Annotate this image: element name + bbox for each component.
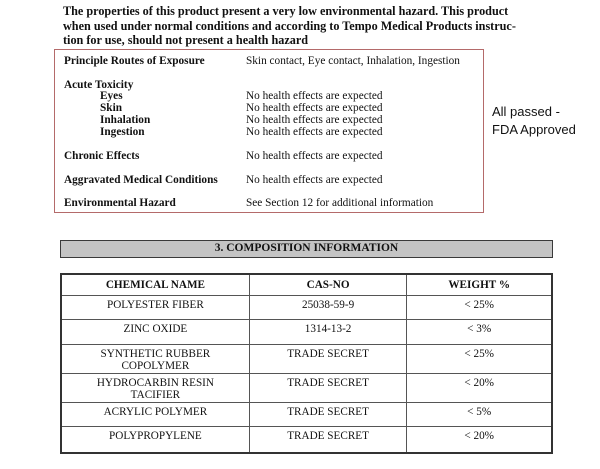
chemical-name: POLYESTER FIBER: [107, 299, 204, 311]
chemical-name-cell: [61, 427, 249, 453]
intro-line: when used under normal conditions and according to Tempo Medical Products instruc-: [63, 18, 516, 33]
chemical-name: HYDROCARBIN RESIN: [96, 377, 214, 389]
hazard-information-box: [54, 49, 484, 213]
weight-cell: < 3%: [407, 320, 552, 345]
acute-item-value: No health effects are expected: [246, 90, 383, 102]
acute-item-label: Ingestion: [100, 126, 145, 138]
chemical-name: POLYPROPYLENE: [109, 430, 202, 442]
section-title: 3. COMPOSITION INFORMATION: [60, 240, 553, 258]
chemical-name-cell: [61, 320, 249, 345]
environmental-hazard-value: See Section 12 for additional information: [246, 197, 434, 209]
acute-item-value: No health effects are expected: [246, 114, 383, 126]
cas-no-cell: TRADE SECRET: [249, 374, 407, 403]
table-row: [61, 296, 552, 320]
weight-cell: < 20%: [407, 374, 552, 403]
chemical-name: ZINC OXIDE: [123, 323, 188, 335]
aggravated-conditions-value: No health effects are expected: [246, 174, 383, 186]
approval-note-line: FDA Approved: [492, 122, 576, 137]
acute-item-label: Eyes: [100, 90, 123, 102]
chemical-name-cell: [61, 296, 249, 320]
approval-note: [492, 103, 576, 139]
table-row: [61, 427, 552, 453]
weight-cell: < 5%: [407, 403, 552, 427]
weight-cell: < 25%: [407, 296, 552, 320]
weight-cell: < 20%: [407, 427, 552, 453]
chemical-name: SYNTHETIC RUBBER: [100, 348, 211, 360]
intro-paragraph: [63, 4, 600, 48]
intro-line: The properties of this product present a very low environmental hazard. This product: [63, 4, 509, 18]
chemical-name: ACRYLIC POLYMER: [103, 406, 208, 418]
chemical-name-cell: [61, 345, 249, 374]
acute-item-label: Inhalation: [100, 114, 151, 126]
weight-cell: < 25%: [407, 345, 552, 374]
aggravated-conditions-label: Aggravated Medical Conditions: [64, 174, 218, 186]
table-row: [61, 345, 552, 374]
chemical-name-cell: [61, 374, 249, 403]
routes-label: Principle Routes of Exposure: [64, 55, 205, 67]
environmental-hazard-label: Environmental Hazard: [64, 197, 176, 209]
acute-item-value: No health effects are expected: [246, 102, 383, 114]
approval-note-line: All passed -: [492, 104, 560, 119]
table-header-row: [61, 274, 552, 296]
table-row: [61, 403, 552, 427]
cas-no-cell: TRADE SECRET: [249, 427, 407, 453]
acute-item-label: Skin: [100, 102, 122, 114]
cas-no-cell: TRADE SECRET: [249, 403, 407, 427]
acute-toxicity-label: Acute Toxicity: [64, 79, 134, 91]
chemical-name-cell: [61, 403, 249, 427]
routes-value: Skin contact, Eye contact, Inhalation, Ingestion: [246, 55, 460, 67]
column-header-cas-no: CAS-NO: [249, 274, 407, 296]
chemical-name-continued: TACIFIER: [130, 389, 181, 401]
cas-no-cell: 1314-13-2: [249, 320, 407, 345]
cas-no-cell: 25038-59-9: [249, 296, 407, 320]
chemical-name-continued: COPOLYMER: [121, 360, 190, 372]
chronic-effects-value: No health effects are expected: [246, 150, 383, 162]
chronic-effects-label: Chronic Effects: [64, 150, 140, 162]
acute-item-value: No health effects are expected: [246, 126, 383, 138]
table-row: [61, 374, 552, 403]
cas-no-cell: TRADE SECRET: [249, 345, 407, 374]
column-header-chemical-name: CHEMICAL NAME: [61, 274, 249, 296]
column-header-weight: WEIGHT %: [407, 274, 552, 296]
composition-table: [60, 273, 553, 454]
table-row: [61, 320, 552, 345]
intro-line: tion for use, should not present a health hazard: [63, 33, 309, 47]
